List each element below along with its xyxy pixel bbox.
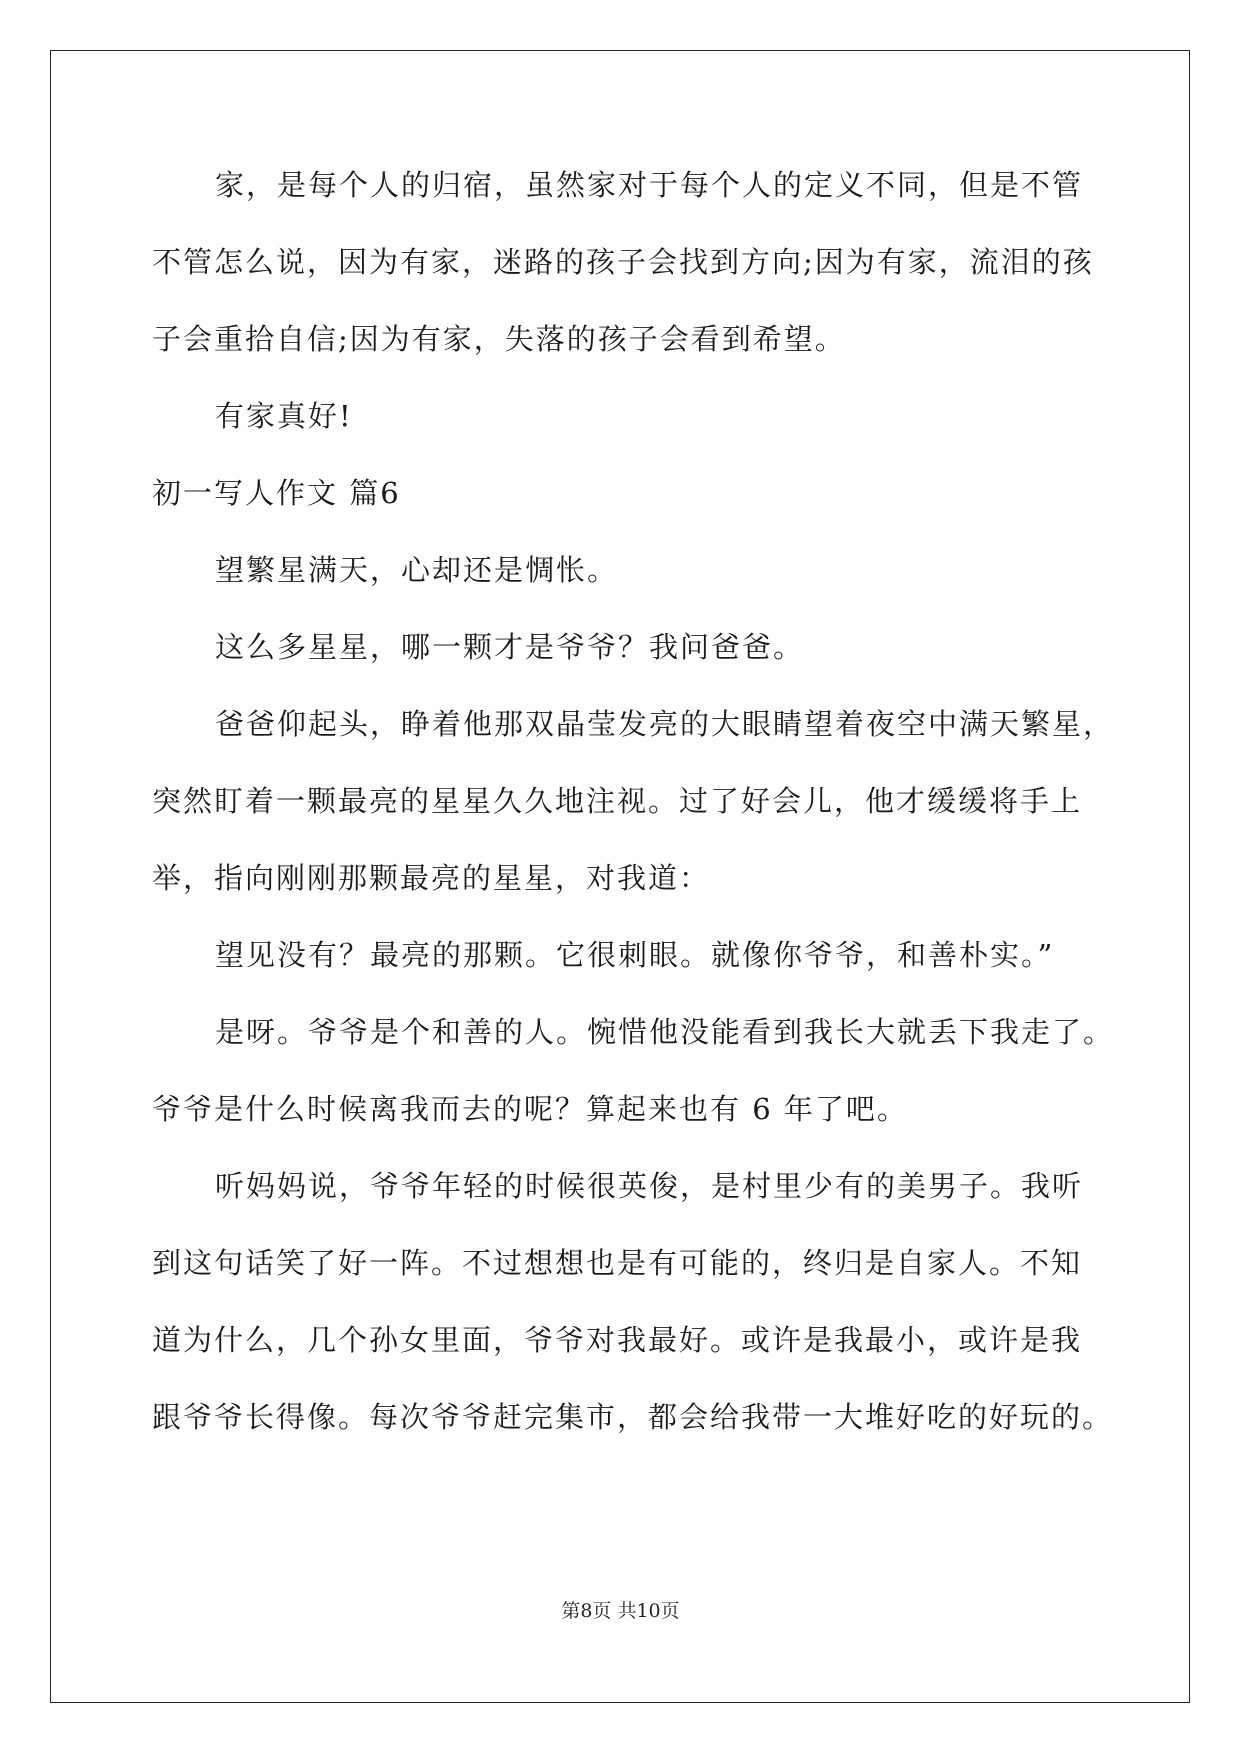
paragraph-line: 不管怎么说，因为有家，迷路的孩子会找到方向;因为有家，流泪的孩 (152, 245, 1094, 279)
paragraph-line: 家，是每个人的归宿，虽然家对于每个人的定义不同，但是不管 (215, 168, 1084, 202)
paragraph-line: 道为什么，几个孙女里面，爷爷对我最好。或许是我最小，或许是我 (152, 1323, 1083, 1357)
paragraph-line: 举，指向刚刚那颗最亮的星星，对我道： (152, 861, 711, 895)
paragraph-line: 爸爸仰起头，睁着他那双晶莹发亮的大眼睛望着夜空中满天繁星， (215, 707, 1115, 741)
paragraph-line: 这么多星星，哪一颗才是爷爷？我问爸爸。 (215, 630, 805, 664)
paragraph-line: 望见没有？最亮的那颗。它很刺眼。就像你爷爷，和善朴实。” (215, 938, 1055, 972)
paragraph-line: 是呀。爷爷是个和善的人。惋惜他没能看到我长大就丢下我走了。 (215, 1015, 1115, 1049)
paragraph-line: 有家真好! (215, 399, 353, 433)
paragraph-line: 爷爷是什么时候离我而去的呢？算起来也有 6 年了吧。 (152, 1092, 908, 1126)
page-number-footer: 第8页 共10页 (561, 1600, 680, 1622)
paragraph-line: 听妈妈说，爷爷年轻的时候很英俊，是村里少有的美男子。我听 (215, 1169, 1084, 1203)
paragraph-line: 跟爷爷长得像。每次爷爷赶完集市，都会给我带一大堆好吃的好玩的。 (152, 1400, 1114, 1434)
paragraph-line: 望繁星满天，心却还是惆怅。 (215, 553, 619, 587)
paragraph-line: 子会重拾自信;因为有家，失落的孩子会看到希望。 (152, 322, 846, 356)
paragraph-line: 突然盯着一颗最亮的星星久久地注视。过了好会儿，他才缓缓将手上 (152, 784, 1083, 818)
section-heading: 初一写人作文 篇6 (152, 476, 401, 510)
paragraph-line: 到这句话笑了好一阵。不过想想也是有可能的，终归是自家人。不知 (152, 1246, 1083, 1280)
